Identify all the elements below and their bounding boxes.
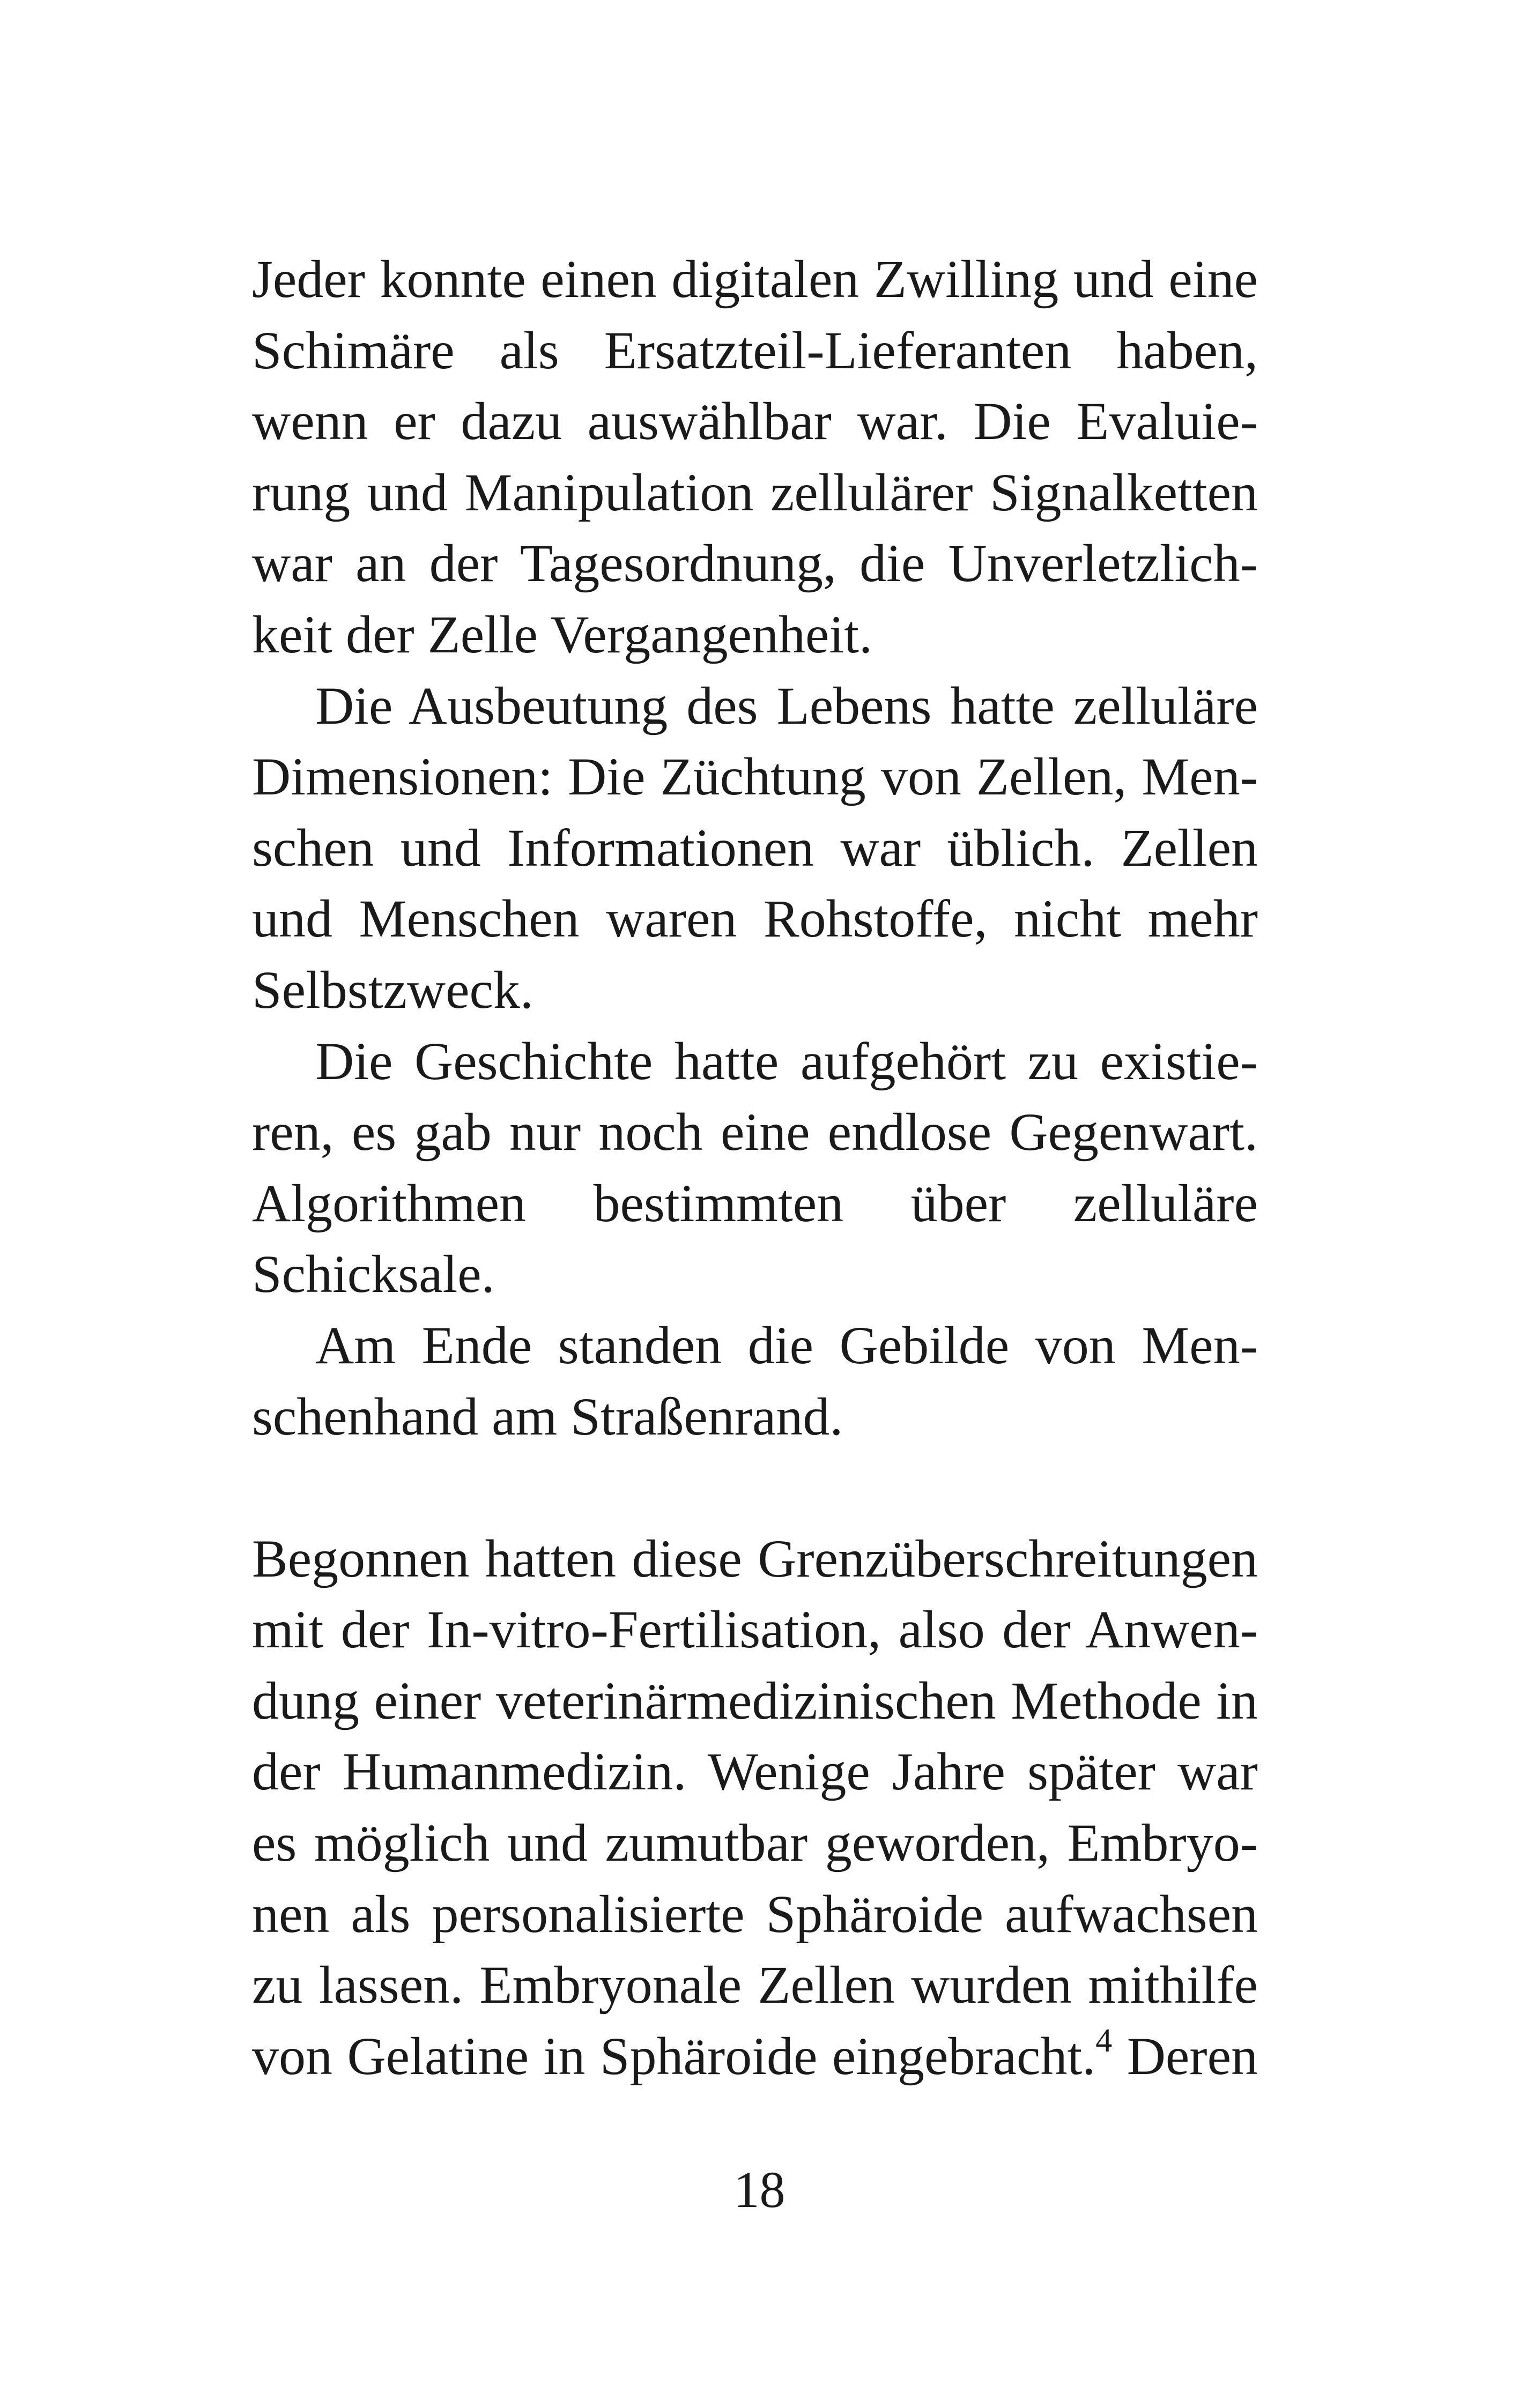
footnote-marker[interactable]: 4 xyxy=(1095,2022,1113,2059)
text-line: schen und Informationen war üblich. Zellen xyxy=(252,817,1258,878)
text-line: Begonnen hatten diese Grenzüberschreitungen xyxy=(252,1528,1258,1588)
text-line: Die Geschichte hatte aufgehört zu existie- xyxy=(315,1031,1258,1091)
text-fragment: von Gelatine in Sphäroide eingebracht. xyxy=(252,2026,1096,2086)
text-line-with-footnote xyxy=(252,2021,1258,2092)
paragraph-4 xyxy=(252,1310,1258,1452)
text-line: ren, es gab nur noch eine endlose Gegenwart. xyxy=(252,1102,1258,1162)
paragraph-2 xyxy=(252,671,1258,1026)
text-line: mit der In-vitro-Fertilisation, also der Anwen- xyxy=(252,1600,1258,1660)
text-line: rung und Manipulation zellulärer Signalketten xyxy=(252,462,1258,522)
text-line: Schimäre als Ersatzteil-Lieferanten haben, xyxy=(252,320,1258,380)
text-line: wenn er dazu auswählbar war. Die Evaluie- xyxy=(252,391,1258,451)
page-number: 18 xyxy=(733,2161,786,2218)
text-line: Die Ausbeutung des Lebens hatte zelluläre xyxy=(315,675,1258,735)
text-line: Am Ende standen die Gebilde von Men- xyxy=(315,1315,1258,1375)
text-line: nen als personalisierte Sphäroide aufwachsen xyxy=(252,1884,1258,1944)
text-line: und Menschen waren Rohstoffe, nicht mehr xyxy=(252,889,1258,949)
text-line: war an der Tagesordnung, die Unverletzlich- xyxy=(252,533,1258,593)
text-line: Jeder konnte einen digitalen Zwilling und eine xyxy=(252,249,1258,309)
text-line: zu lassen. Embryonale Zellen wurden mithilfe xyxy=(252,1955,1258,2015)
paragraph-3 xyxy=(252,1026,1258,1310)
section-break xyxy=(252,1452,1258,1523)
text-line: Schicksale. xyxy=(252,1244,495,1304)
text-fragment: Deren xyxy=(1112,2026,1258,2086)
text-line: Dimensionen: Die Züchtung von Zellen, Men- xyxy=(252,747,1258,807)
text-line: es möglich und zumutbar geworden, Embryo- xyxy=(252,1813,1258,1873)
paragraph-1 xyxy=(252,244,1258,671)
text-line: dung einer veterinärmedizinischen Methode in xyxy=(252,1670,1258,1730)
text-line: Selbstzweck. xyxy=(252,960,533,1020)
text-line: schenhand am Straßenrand. xyxy=(252,1386,843,1446)
text-line: keit der Zelle Vergangenheit. xyxy=(252,604,872,664)
body-text xyxy=(252,244,1258,2092)
paragraph-5 xyxy=(252,1523,1258,2092)
text-line: der Humanmedizin. Wenige Jahre später war xyxy=(252,1742,1258,1802)
text-line: Algorithmen bestimmten über zelluläre xyxy=(252,1173,1258,1233)
